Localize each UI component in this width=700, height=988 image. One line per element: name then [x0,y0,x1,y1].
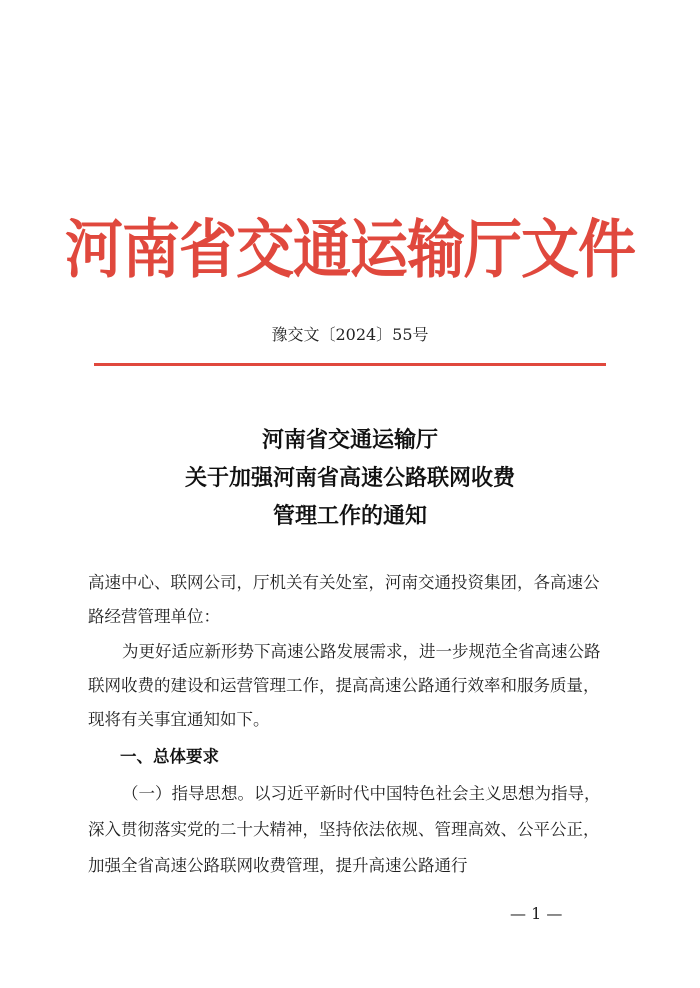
document-number: 豫交文〔2024〕55号 [271,325,429,344]
issuer-header: 河南省交通运输厅文件 [64,212,635,287]
red-separator-line [94,363,606,366]
intro-paragraph: 为更好适应新形势下高速公路发展需求，进一步规范全省高速公路联网收费的建设和运营管理工作，提高高速公路通行效率和服务质量，现将有关事宜通知如下。 [88,642,601,729]
title-line-1: 河南省交通运输厅 [261,428,438,453]
title-line-2: 关于加强河南省高速公路联网收费 [184,466,515,491]
title-line-3: 管理工作的通知 [272,504,427,529]
addressee: 高速中心、联网公司，厅机关有关处室，河南交通投资集团，各高速公路经营管理单位： [88,573,600,626]
section-heading-1: 一、总体要求 [120,747,219,766]
document-title [0,422,700,536]
page-number: — 1 — [510,904,563,923]
guiding-thought-paragraph: （一）指导思想。以习近平新时代中国特色社会主义思想为指导，深入贯彻落实党的二十大精神，坚持依法依规、管理高效、公平公正，加强全省高速公路联网收费管理，提升高速公路通行 [88,784,601,875]
